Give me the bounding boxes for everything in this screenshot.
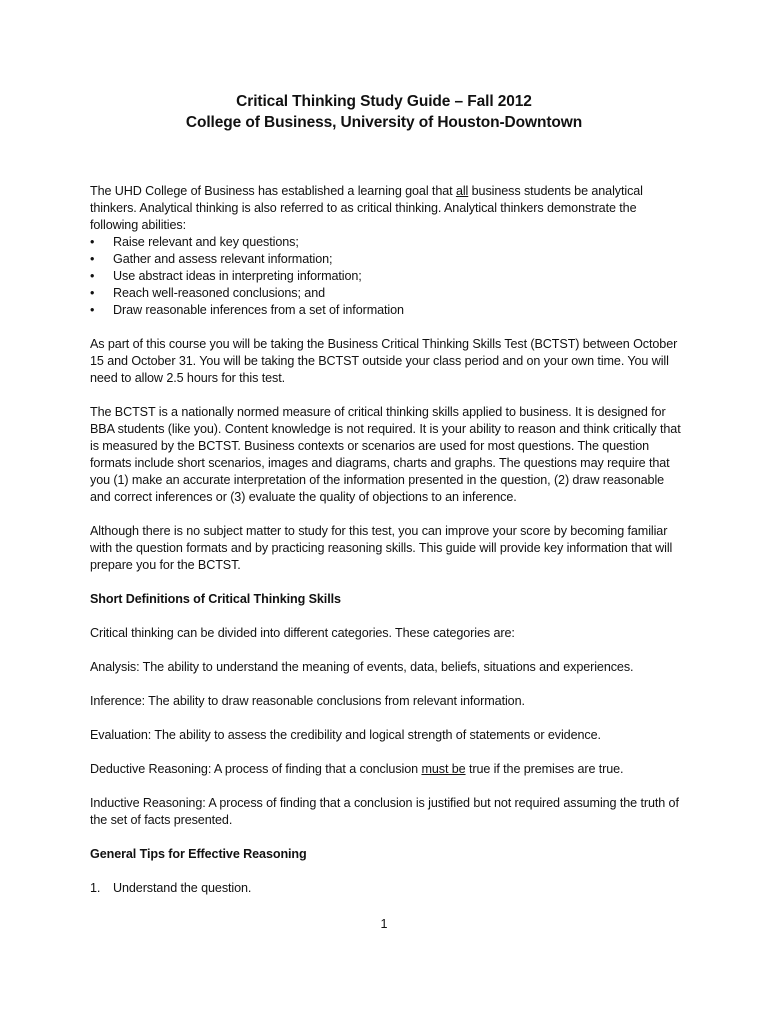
list-item: • Use abstract ideas in interpreting information; xyxy=(90,268,686,285)
list-item: • Reach well-reasoned conclusions; and xyxy=(90,285,686,302)
tip-text: Understand the question. xyxy=(113,881,252,895)
definition-deductive: Deductive Reasoning: A process of finding that a conclusion must be true if the premises are true. xyxy=(90,762,624,776)
tips-heading: General Tips for Effective Reasoning xyxy=(90,847,307,861)
list-item: • Raise relevant and key questions; xyxy=(90,234,686,251)
definition-inductive: Inductive Reasoning: A process of finding that a conclusion is justified but not required assuming the truth of the set of facts presented. xyxy=(90,796,679,827)
definition-analysis: Analysis: The ability to understand the meaning of events, data, beliefs, situations and experiences. xyxy=(90,660,634,674)
normed-paragraph: The BCTST is a nationally normed measure of critical thinking skills applied to business. It is designed for BBA students (like you). Content knowledge is not required. It is your ability to reason and think critically that is measured by the BCTST. Business contexts or scenarios are used for most questions. The question formats include short scenarios, images and diagrams, charts and graphs. The questions may require that you (1) make an accurate interpretation of the information presented in the question, (2) draw reasonable and correct inferences or (3) evaluate the quality of objections to an inference. xyxy=(90,405,681,504)
page-number: 1 xyxy=(380,917,388,931)
abilities-list xyxy=(90,234,686,319)
definition-evaluation: Evaluation: The ability to assess the credibility and logical strength of statements or evidence. xyxy=(90,728,601,742)
tip-number: 1. xyxy=(90,881,101,895)
document-title: Critical Thinking Study Guide – Fall 2012 xyxy=(236,93,532,110)
tip-item xyxy=(90,880,686,897)
definition-inference: Inference: The ability to draw reasonable conclusions from relevant information. xyxy=(90,694,525,708)
emphasis-all: all xyxy=(455,184,469,198)
document-subtitle: College of Business, University of Houston-Downtown xyxy=(185,114,583,131)
categories-paragraph: Critical thinking can be divided into different categories. These categories are: xyxy=(90,626,515,640)
list-item: • Gather and assess relevant information; xyxy=(90,251,686,268)
bctst-paragraph: As part of this course you will be taking the Business Critical Thinking Skills Test (BCTST) between October 15 and October 31. You will be taking the BCTST outside your class period and on your own time. You will need to allow 2.5 hours for this test. xyxy=(90,337,678,385)
intro-paragraph: The UHD College of Business has established a learning goal that all business students be analytical thinkers. Analytical thinking is also referred to as critical thinking. Analytical thinkers demonstrate the following abilities: xyxy=(90,184,643,232)
document-body xyxy=(90,183,686,897)
improve-paragraph: Although there is no subject matter to study for this test, you can improve your score by becoming familiar with the question formats and by practicing reasoning skills. This guide will provide key information that will prepare you for the BCTST. xyxy=(90,524,673,572)
list-item: • Draw reasonable inferences from a set of information xyxy=(90,302,686,319)
emphasis-must-be: must be xyxy=(421,762,466,776)
definitions-heading: Short Definitions of Critical Thinking Skills xyxy=(90,592,341,606)
